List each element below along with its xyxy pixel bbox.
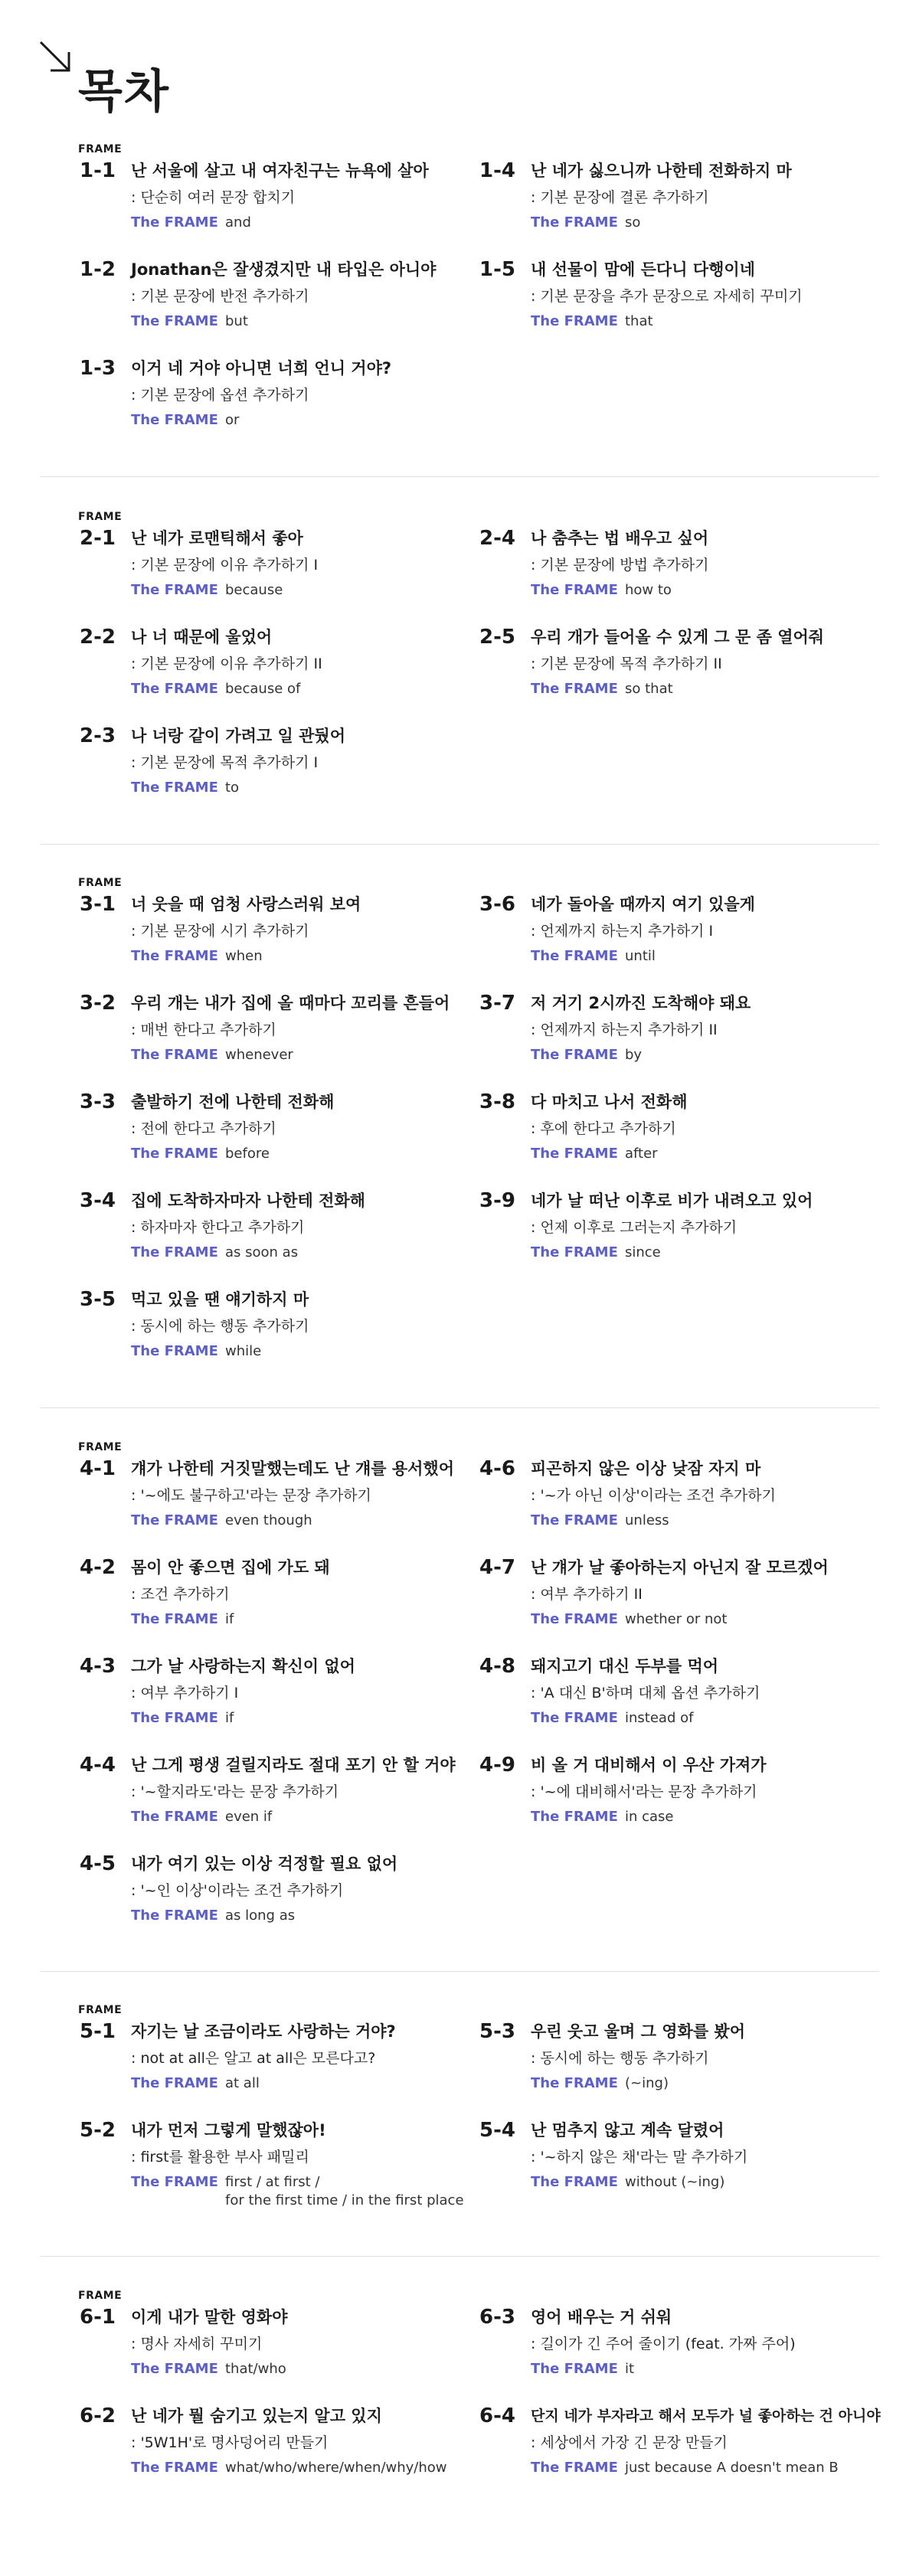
frame-label: The FRAME — [131, 2174, 218, 2190]
lesson-number: 5-1 — [80, 2020, 116, 2043]
lesson-title: 난 네가 싫으니까 나한테 전화하지 마 — [531, 162, 792, 180]
lesson-subtitle: : 기본 문장에 결론 추가하기 — [531, 189, 709, 206]
frame-label: The FRAME — [531, 2460, 618, 2476]
frame-label: The FRAME — [531, 948, 618, 964]
lesson-subtitle: : 언제 이후로 그러는지 추가하기 — [531, 1219, 737, 1236]
frame-value: if — [225, 1710, 234, 1726]
lesson-number: 2-1 — [80, 527, 116, 550]
frame-value: when — [225, 948, 263, 964]
lesson-title: 난 네가 로맨틱해서 좋아 — [131, 529, 303, 548]
lesson-subtitle: : 여부 추가하기 II — [531, 1586, 643, 1603]
lesson-number: 4-5 — [80, 1852, 116, 1875]
lesson-title: 그가 날 사랑하는지 확신이 없어 — [131, 1657, 355, 1675]
lesson-title: 내가 여기 있는 이상 걱정할 필요 없어 — [131, 1855, 398, 1873]
lesson-title: 다 마치고 나서 전화해 — [531, 1093, 688, 1111]
lesson-title: 영어 배우는 거 쉬워 — [531, 2308, 672, 2326]
lesson-title: 집에 도착하자마자 나한테 전화해 — [131, 1192, 365, 1210]
frame-value: or — [225, 412, 240, 428]
lesson-subtitle: : 단순히 여러 문장 합치기 — [131, 189, 296, 206]
lesson-title: 난 그게 평생 걸릴지라도 절대 포기 안 할 거야 — [131, 1756, 456, 1774]
lesson-number: 6-2 — [80, 2404, 116, 2427]
frame-label: The FRAME — [131, 1047, 218, 1063]
frame-label: The FRAME — [131, 948, 218, 964]
lesson-subtitle: : 언제까지 하는지 추가하기 I — [531, 923, 714, 940]
lesson-title: 저 거기 2시까진 도착해야 돼요 — [531, 994, 751, 1012]
frame-value: even if — [225, 1809, 273, 1825]
lesson-number: 6-3 — [479, 2306, 515, 2329]
frame-label: The FRAME — [131, 1710, 218, 1726]
lesson-title: 먹고 있을 땐 얘기하지 마 — [131, 1290, 309, 1309]
lesson-subtitle: : '~하지 않은 채'라는 말 추가하기 — [531, 2149, 748, 2166]
lesson-subtitle: : '~할지라도'라는 문장 추가하기 — [131, 1783, 339, 1800]
frame-label: The FRAME — [531, 1809, 618, 1825]
lesson-number: 1-4 — [479, 159, 515, 182]
frame-label: The FRAME — [131, 1343, 218, 1359]
lesson-title: 단지 네가 부자라고 해서 모두가 널 좋아하는 건 아니야 — [531, 2408, 881, 2424]
lesson-title: 네가 날 떠난 이후로 비가 내려오고 있어 — [531, 1192, 813, 1210]
arrow-down-right-icon — [38, 40, 74, 75]
frame-value: since — [625, 1244, 661, 1260]
frame-label: The FRAME — [531, 214, 618, 230]
frame-label: The FRAME — [131, 582, 218, 598]
lesson-number: 3-3 — [80, 1090, 116, 1113]
frame-value: (~ing) — [625, 2075, 669, 2091]
frame-value: so — [625, 214, 641, 230]
lesson-number: 4-4 — [80, 1754, 116, 1777]
lesson-subtitle: : 기본 문장을 추가 문장으로 자세히 꾸미기 — [531, 288, 803, 305]
lesson-number: 5-4 — [479, 2119, 515, 2142]
lesson-number: 4-8 — [479, 1655, 515, 1678]
frame-label: The FRAME — [531, 1047, 618, 1063]
lesson-subtitle: : 기본 문장에 목적 추가하기 II — [531, 655, 722, 672]
frame-label: The FRAME — [131, 1907, 218, 1924]
lesson-subtitle: : 하자마자 한다고 추가하기 — [131, 1219, 305, 1236]
frame-label: The FRAME — [131, 2075, 218, 2091]
lesson-title: 나 너 때문에 울었어 — [131, 628, 273, 646]
frame-value: before — [225, 1146, 270, 1162]
frame-label: The FRAME — [531, 1244, 618, 1260]
frame-value: that/who — [225, 2361, 286, 2377]
frame-value: that — [625, 313, 653, 329]
lesson-title: Jonathan은 잘생겼지만 내 타입은 아니야 — [131, 260, 437, 279]
frame-value: but — [225, 313, 248, 329]
lesson-subtitle: : 'A 대신 B'하며 대체 옵션 추가하기 — [531, 1685, 760, 1702]
frame-label: The FRAME — [131, 1512, 218, 1528]
lesson-number: 3-7 — [479, 992, 515, 1015]
lesson-subtitle: : 기본 문장에 이유 추가하기 II — [131, 655, 322, 672]
lesson-number: 5-2 — [80, 2119, 116, 2142]
lesson-subtitle: : 언제까지 하는지 추가하기 II — [531, 1022, 718, 1038]
frame-value: instead of — [625, 1710, 694, 1726]
frame-value: as soon as — [225, 1244, 299, 1260]
frame-value: what/who/where/when/why/how — [225, 2460, 447, 2476]
frame-label: The FRAME — [531, 2361, 618, 2377]
lesson-subtitle: : '~에도 불구하고'라는 문장 추가하기 — [131, 1487, 371, 1504]
lesson-number: 2-5 — [479, 626, 515, 649]
lesson-subtitle: : 매번 한다고 추가하기 — [131, 1022, 276, 1038]
lesson-title: 돼지고기 대신 두부를 먹어 — [531, 1657, 719, 1675]
lesson-subtitle: : '~에 대비해서'라는 문장 추가하기 — [531, 1783, 757, 1800]
lesson-number: 1-3 — [80, 357, 116, 380]
section-frame-tag: FRAME — [78, 2004, 123, 2016]
section-frame-tag: FRAME — [78, 2290, 123, 2302]
lesson-subtitle: : 기본 문장에 옵션 추가하기 — [131, 387, 309, 404]
frame-label: The FRAME — [131, 412, 218, 428]
frame-value: because — [225, 582, 283, 598]
frame-label: The FRAME — [531, 1611, 618, 1627]
lesson-subtitle: : 길이가 긴 주어 줄이기 (feat. 가짜 주어) — [531, 2336, 796, 2352]
lesson-title: 몸이 안 좋으면 집에 가도 돼 — [131, 1558, 330, 1577]
section-divider — [40, 844, 879, 845]
lesson-title: 우리 개가 들어올 수 있게 그 문 좀 열어줘 — [531, 628, 825, 646]
frame-value: because of — [225, 681, 301, 697]
lesson-number: 2-2 — [80, 626, 116, 649]
lesson-number: 3-2 — [80, 992, 116, 1015]
lesson-subtitle: : 전에 한다고 추가하기 — [131, 1120, 276, 1137]
lesson-title: 출발하기 전에 나한테 전화해 — [131, 1093, 335, 1111]
lesson-number: 3-4 — [80, 1189, 116, 1212]
lesson-number: 6-1 — [80, 2306, 116, 2329]
lesson-title: 피곤하지 않은 이상 낮잠 자지 마 — [531, 1460, 761, 1478]
lesson-number: 4-7 — [479, 1556, 515, 1579]
frame-value: whether or not — [625, 1611, 728, 1627]
lesson-subtitle: : '~가 아닌 이상'이라는 조건 추가하기 — [531, 1487, 776, 1504]
lesson-title: 이거 네 거야 아니면 너희 언니 거야? — [131, 359, 392, 378]
lesson-subtitle: : 여부 추가하기 I — [131, 1685, 239, 1702]
lesson-number: 3-1 — [80, 893, 116, 916]
frame-label: The FRAME — [531, 313, 618, 329]
frame-label: The FRAME — [131, 2361, 218, 2377]
lesson-title: 난 걔가 날 좋아하는지 아닌지 잘 모르겠어 — [531, 1558, 829, 1577]
lesson-number: 4-3 — [80, 1655, 116, 1678]
frame-value: while — [225, 1343, 262, 1359]
lesson-subtitle: : not at all은 알고 at all은 모른다고? — [131, 2050, 376, 2067]
section-frame-tag: FRAME — [78, 1441, 123, 1453]
lesson-subtitle: : '~인 이상'이라는 조건 추가하기 — [131, 1882, 344, 1899]
lesson-subtitle: : 기본 문장에 이유 추가하기 I — [131, 557, 319, 574]
lesson-number: 4-2 — [80, 1556, 116, 1579]
frame-label: The FRAME — [531, 2075, 618, 2091]
frame-value: even though — [225, 1512, 312, 1528]
lesson-title: 난 멈추지 않고 계속 달렸어 — [531, 2121, 724, 2140]
lesson-subtitle: : '5W1H'로 명사덩어리 만들기 — [131, 2434, 329, 2451]
lesson-number: 3-5 — [80, 1288, 116, 1311]
lesson-title: 나 너랑 같이 가려고 일 관뒀어 — [131, 727, 345, 745]
lesson-number: 3-9 — [479, 1189, 515, 1212]
frame-value: first / at first / for the first time / in the first place — [225, 2174, 464, 2208]
lesson-number: 4-6 — [479, 1457, 515, 1480]
frame-label: The FRAME — [131, 681, 218, 697]
frame-label: The FRAME — [131, 780, 218, 796]
lesson-subtitle: : 기본 문장에 반전 추가하기 — [131, 288, 309, 305]
lesson-title: 비 올 거 대비해서 이 우산 가져가 — [531, 1756, 767, 1774]
frame-value: until — [625, 948, 656, 964]
lesson-number: 4-1 — [80, 1457, 116, 1480]
lesson-title: 우리 개는 내가 집에 올 때마다 꼬리를 흔들어 — [131, 994, 450, 1012]
lesson-number: 5-3 — [479, 2020, 515, 2043]
frame-value: it — [625, 2361, 635, 2377]
lesson-number: 2-3 — [80, 724, 116, 747]
frame-value: whenever — [225, 1047, 293, 1063]
frame-label: The FRAME — [531, 1146, 618, 1162]
section-divider — [40, 476, 879, 477]
section-frame-tag: FRAME — [78, 143, 123, 155]
lesson-subtitle: : 기본 문장에 방법 추가하기 — [531, 557, 709, 574]
lesson-number: 4-9 — [479, 1754, 515, 1777]
frame-value: at all — [225, 2075, 260, 2091]
lesson-number: 1-5 — [479, 258, 515, 281]
frame-label: The FRAME — [531, 681, 618, 697]
frame-value: if — [225, 1611, 234, 1627]
lesson-title: 나 춤추는 법 배우고 싶어 — [531, 529, 709, 548]
frame-value: as long as — [225, 1907, 296, 1924]
section-divider — [40, 1971, 879, 1972]
frame-value: by — [625, 1047, 643, 1063]
lesson-number: 2-4 — [479, 527, 515, 550]
lesson-title: 너 웃을 때 엄청 사랑스러워 보여 — [131, 895, 361, 914]
section-divider — [40, 1407, 879, 1408]
frame-label: The FRAME — [531, 582, 618, 598]
lesson-subtitle: : 기본 문장에 시기 추가하기 — [131, 923, 309, 940]
frame-label: The FRAME — [131, 1611, 218, 1627]
frame-value: to — [225, 780, 240, 796]
lesson-title: 난 네가 뭘 숨기고 있는지 알고 있지 — [131, 2407, 382, 2425]
lesson-number: 3-8 — [479, 1090, 515, 1113]
lesson-subtitle: : 조건 추가하기 — [131, 1586, 230, 1603]
lesson-number: 1-2 — [80, 258, 116, 281]
lesson-subtitle: : 세상에서 가장 긴 문장 만들기 — [531, 2434, 728, 2451]
frame-label: The FRAME — [131, 1244, 218, 1260]
lesson-subtitle: : 동시에 하는 행동 추가하기 — [531, 2050, 709, 2067]
lesson-title: 난 서울에 살고 내 여자친구는 뉴욕에 살아 — [131, 162, 429, 180]
frame-label: The FRAME — [131, 313, 218, 329]
lesson-title: 내가 먼저 그렇게 말했잖아! — [131, 2121, 326, 2140]
lesson-title: 걔가 나한테 거짓말했는데도 난 걔를 용서했어 — [131, 1460, 454, 1478]
frame-label: The FRAME — [131, 1809, 218, 1825]
frame-label: The FRAME — [531, 1512, 618, 1528]
frame-label: The FRAME — [131, 1146, 218, 1162]
lesson-subtitle: : 후에 한다고 추가하기 — [531, 1120, 676, 1137]
lesson-title: 네가 돌아올 때까지 여기 있을게 — [531, 895, 755, 914]
lesson-subtitle: : 명사 자세히 꾸미기 — [131, 2336, 263, 2352]
lesson-title: 내 선물이 맘에 든다니 다행이네 — [531, 260, 755, 279]
frame-value: after — [625, 1146, 658, 1162]
frame-value: so that — [625, 681, 673, 697]
frame-label: The FRAME — [531, 2174, 618, 2190]
frame-label: The FRAME — [131, 2460, 218, 2476]
section-frame-tag: FRAME — [78, 511, 123, 523]
frame-label: The FRAME — [131, 214, 218, 230]
lesson-title: 우린 웃고 울며 그 영화를 봤어 — [531, 2022, 745, 2041]
lesson-subtitle: : 동시에 하는 행동 추가하기 — [131, 1318, 309, 1335]
section-frame-tag: FRAME — [78, 877, 123, 889]
lesson-number: 3-6 — [479, 893, 515, 916]
lesson-subtitle: : first를 활용한 부사 패밀리 — [131, 2149, 309, 2166]
frame-value: in case — [625, 1809, 674, 1825]
lesson-number: 6-4 — [479, 2404, 515, 2427]
lesson-title: 자기는 날 조금이라도 사랑하는 거야? — [131, 2022, 396, 2041]
frame-value: just because A doesn't mean B — [625, 2460, 839, 2476]
frame-value: how to — [625, 582, 672, 598]
frame-label: The FRAME — [531, 1710, 618, 1726]
frame-value: and — [225, 214, 251, 230]
section-divider — [40, 2256, 879, 2257]
lesson-number: 1-1 — [80, 159, 116, 182]
frame-value: without (~ing) — [625, 2174, 725, 2190]
lesson-title: 이게 내가 말한 영화야 — [131, 2308, 288, 2326]
page-title: 목차 — [78, 65, 170, 119]
frame-value: unless — [625, 1512, 669, 1528]
lesson-subtitle: : 기본 문장에 목적 추가하기 I — [131, 754, 319, 771]
